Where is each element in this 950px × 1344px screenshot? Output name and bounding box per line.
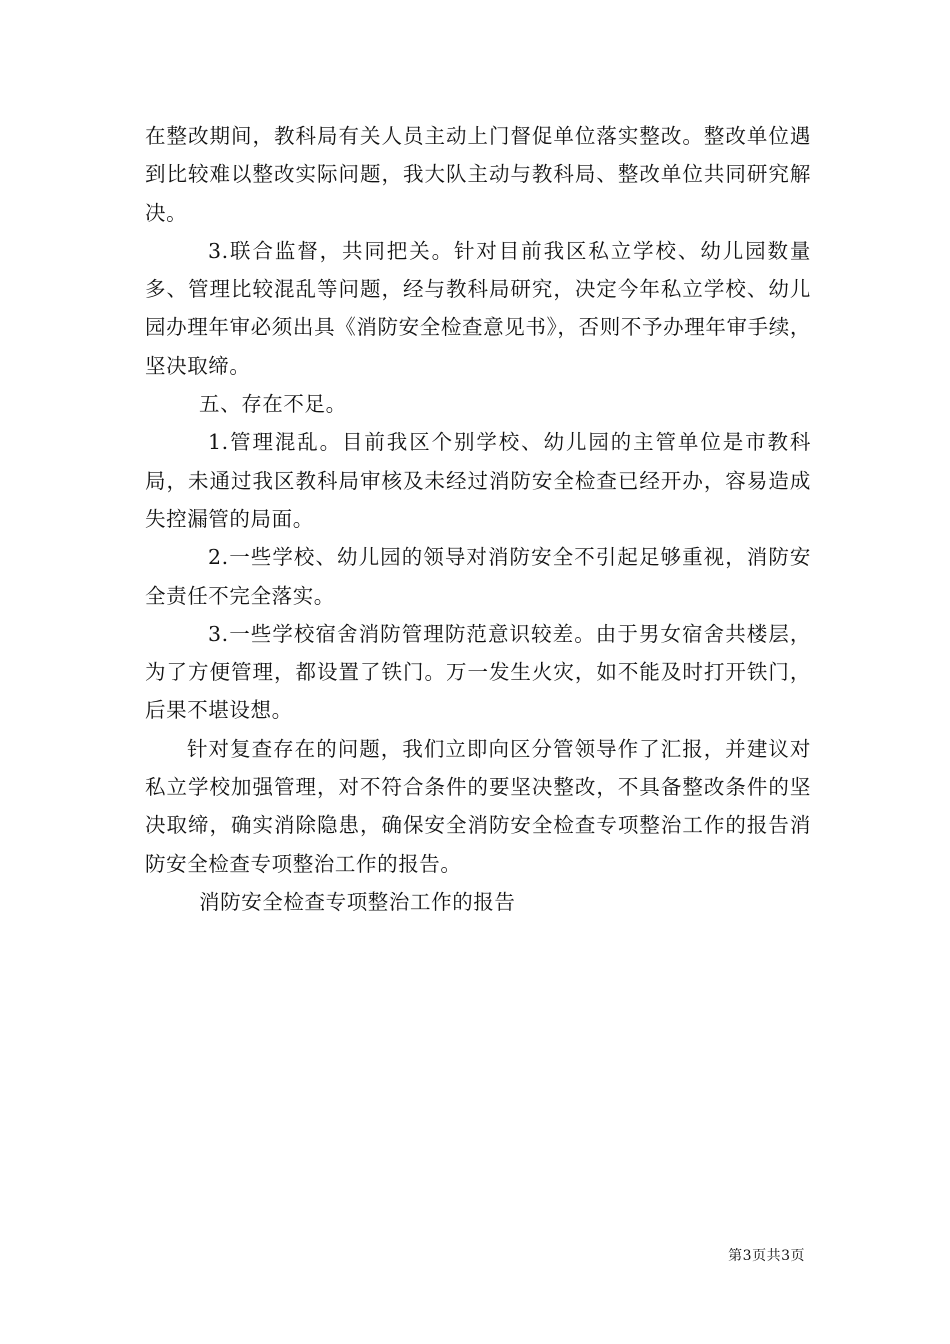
section-heading-shortcomings: 五、存在不足。 [199,392,347,417]
paragraph-leadership-neglect: 2.一些学校、幼儿园的领导对消防安全不引起足够重视，消防安全责任不完全落实。 [145,545,811,608]
paragraph-rectification-period: 在整改期间，教科局有关人员主动上门督促单位落实整改。整改单位遇到比较难以整改实际问题，我大队主动与教科局、整改单位共同研究解决。 [145,124,811,225]
page-number: 第3页共3页 [728,1248,805,1264]
document-title-footer-line: 消防安全检查专项整治工作的报告 [199,889,516,914]
paragraph-management-chaos: 1.管理混乱。目前我区个别学校、幼儿园的主管单位是市教科局，未通过我区教科局审核及未经过消防安全检查已经开办，容易造成失控漏管的局面。 [145,430,811,531]
paragraph-dormitory-awareness: 3.一些学校宿舍消防管理防范意识较差。由于男女宿舍共楼层，为了方便管理，都设置了铁门。万一发生火灾，如不能及时打开铁门，后果不堪设想。 [145,621,811,723]
document-body [145,117,811,921]
paragraph-review-actions: 针对复查存在的问题，我们立即向区分管领导作了汇报，并建议对私立学校加强管理，对不符合条件的要坚决整改，不具备整改条件的坚决取缔，确实消除隐患，确保安全消防安全检查专项整治工作的报告消防安全检查专项整治工作的报告。 [145,736,811,876]
paragraph-joint-supervision: 3.联合监督，共同把关。针对目前我区私立学校、幼儿园数量多、管理比较混乱等问题，经与教科局研究，决定今年私立学校、幼儿园办理年审必须出具《消防安全检查意见书》，否则不予办理年审手续，坚决取缔。 [145,238,811,378]
